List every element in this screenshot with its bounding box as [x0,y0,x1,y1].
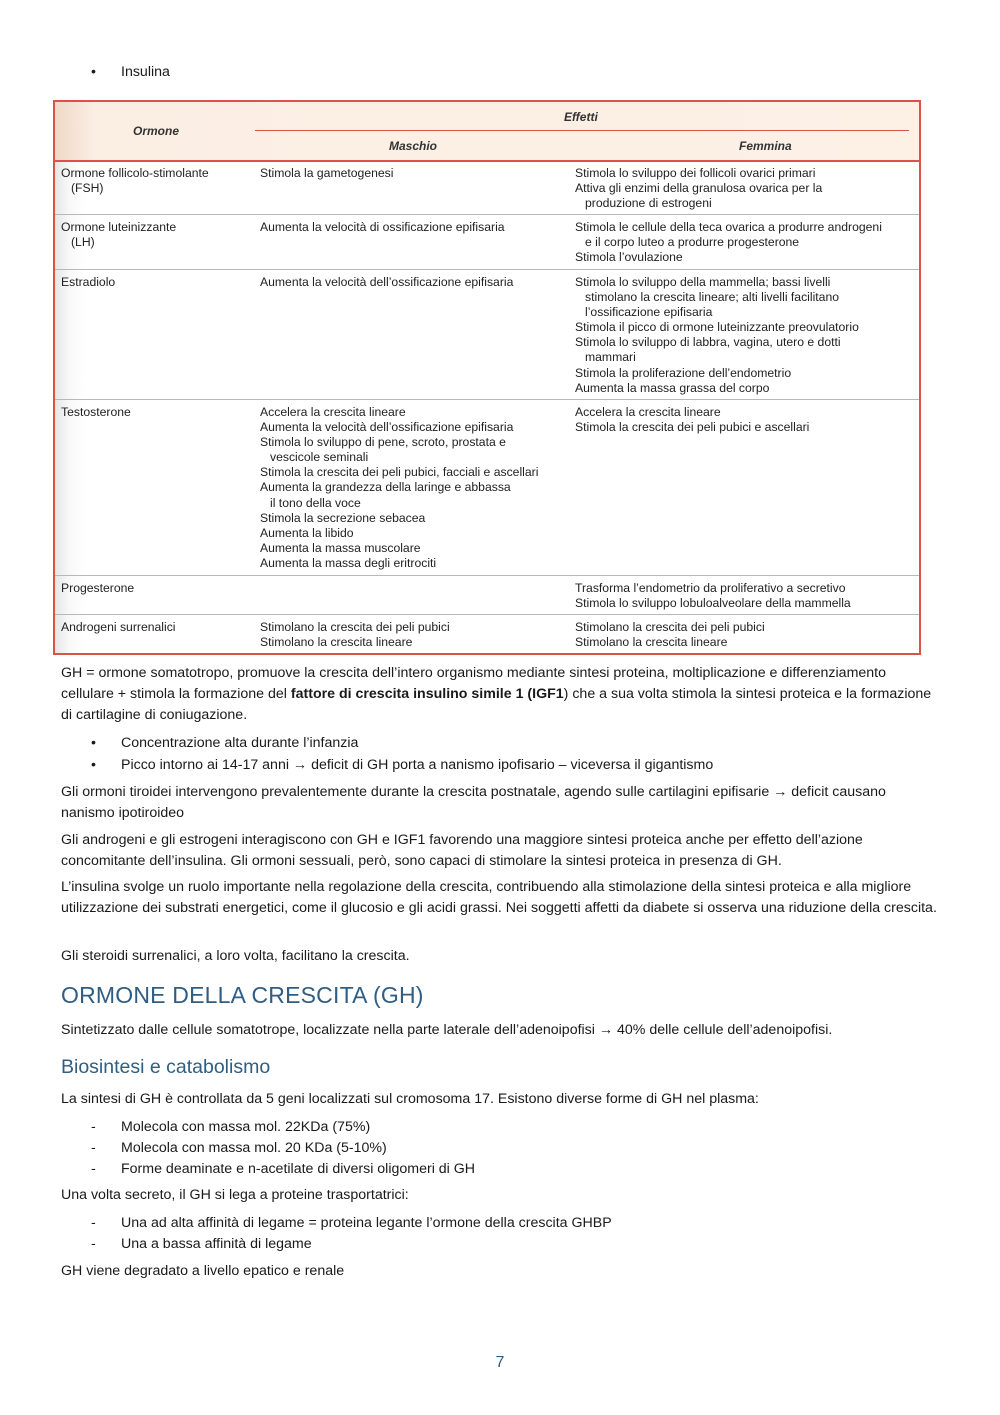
cell-line: Stimolano la crescita lineare [575,635,728,650]
cell-line: Stimola lo sviluppo della mammella; bassi livelli [575,275,831,289]
row-divider [55,575,919,576]
cell-ormone [61,620,176,635]
cell-line: Progesterone [61,581,135,595]
cell-line: Stimola lo sviluppo di pene, scroto, prostata e [260,435,506,450]
cell-line: Stimola lo sviluppo di labbra, vagina, utero e dotti [575,335,841,350]
cell-line: e il corpo luteo a produrre progesterone [585,235,800,250]
paragraph: L’insulina svolge un ruolo importante nella regolazione della crescita, contribuendo alla stimolazione della sintesi proteica e alla migliore utilizzazione dei substrati energetici, come il glucosio e gli acidi grassi. Nei soggetti affetti da diabete si osserva una riduzione della crescita. [61,879,937,916]
cell-line: Stimolano la crescita lineare [260,635,413,650]
row-divider [55,269,919,270]
cell-line: produzione di estrogeni [585,196,712,211]
cell-line: Aumenta la velocità dell’ossificazione epifisaria [260,420,514,435]
cell-line: Stimola lo sviluppo lobuloalveolare della mammella [575,596,851,611]
list-item-text: Molecola con massa mol. 20 KDa (5-10%) [121,1140,387,1156]
paragraph: Sintetizzato dalle cellule somatotrope, localizzate nella parte laterale dell’adenoipofisi → 40% delle cellule dell’adenoipofisi. [61,1022,833,1038]
list-item-text: Una a bassa affinità di legame [121,1236,312,1252]
cell-line: Estradiolo [61,275,116,289]
cell-femmina [575,581,851,611]
header-effetti: Effetti [564,110,598,124]
cell-line: Ormone luteinizzante [61,220,177,234]
cell-femmina [575,166,822,211]
gh-paragraph [61,663,941,725]
dash-marker: - [91,1140,96,1156]
cell-line: (FSH) [71,181,104,196]
list-item-text: Forme deaminate e n-acetilate di diversi oligomeri di GH [121,1161,476,1177]
cell-femmina [575,620,765,650]
dash-marker: - [91,1119,96,1135]
bullet-marker: • [91,735,96,751]
gh-text-part2: ) che a sua volta stimola la sintesi proteica e la formazione di cartilagine di coniugazione. [61,685,932,723]
dash-marker: - [91,1236,96,1252]
gh-text-part1: GH = ormone somatotropo, promuove la crescita dell’intero organismo mediante sintesi proteina, moltiplicazione e differenziamento cellulare + stimola la formazione del [61,665,887,702]
cell-line: Aumenta la velocità dell’ossificazione epifisaria [260,275,514,289]
cell-ormone [61,166,209,196]
header-ormone: Ormone [133,124,180,138]
cell-ormone [61,275,115,290]
cell-line: Stimolano la crescita dei peli pubici [260,620,450,634]
cell-femmina [575,275,859,396]
cell-line: Stimola la crescita dei peli pubici, facciali e ascellari [260,465,539,480]
cell-line: mammari [585,350,636,365]
cell-line: Stimola la proliferazione dell’endometrio [575,365,792,380]
header-rule [255,130,909,131]
cell-maschio [260,166,393,181]
paragraph: Gli ormoni tiroidei intervengono prevalentemente durante la crescita postnatale, agendo sulle cartilagini epifisarie → deficit causano nanismo ipotiroideo [61,784,886,821]
cell-maschio [260,405,538,571]
list-item-text: Concentrazione alta durante l’infanzia [121,735,359,751]
subsection-heading: Biosintesi e catabolismo [61,1056,271,1078]
cell-line: Stimola la gametogenesi [260,166,394,180]
cell-ormone [61,405,131,420]
paragraph: GH viene degradato a livello epatico e renale [61,1263,345,1279]
cell-line: l’ossificazione epifisaria [585,305,713,320]
cell-maschio [260,275,513,290]
cell-line: Attiva gli enzimi della granulosa ovarica per la [575,181,823,196]
cell-line: vescicole seminali [270,450,369,465]
dash-marker: - [91,1215,96,1231]
cell-line: Stimola il picco di ormone luteinizzante preovulatorio [575,320,859,335]
cell-line: Aumenta la libido [260,525,354,540]
gh-text-bold: fattore di crescita insulino simile 1 (IGF1 [290,685,564,702]
cell-ormone [61,581,134,596]
cell-line: Accelera la crescita lineare [260,405,406,419]
list-item-text: Picco intorno ai 14-17 anni → deficit di GH porta a nanismo ipofisario – viceversa il gigantismo [121,757,714,773]
page-number: 7 [495,1354,505,1371]
cell-line: Stimolano la crescita dei peli pubici [575,620,765,634]
cell-line: Stimola la secrezione sebacea [260,510,426,525]
hormone-effects-table [53,100,921,655]
paragraph: Gli steroidi surrenalici, a loro volta, facilitano la crescita. [61,948,410,964]
list-item-text: Molecola con massa mol. 22KDa (75%) [121,1119,371,1135]
bullet-marker: • [91,757,96,773]
cell-line: Stimola lo sviluppo dei follicoli ovarici primari [575,166,816,180]
cell-line: Aumenta la massa degli eritrociti [260,555,437,570]
row-divider [55,614,919,615]
paragraph: Una volta secreto, il GH si lega a proteine trasportatrici: [61,1187,409,1203]
cell-line: Androgeni surrenalici [61,620,176,634]
cell-femmina [575,405,809,435]
list-item-text: Insulina [121,64,170,80]
cell-line: Stimola la crescita dei peli pubici e ascellari [575,420,810,435]
cell-line: Aumenta la grandezza della laringe e abbassa [260,480,511,495]
list-item-text: Una ad alta affinità di legame = proteina legante l’ormone della crescita GHBP [121,1215,612,1231]
section-heading: ORMONE DELLA CRESCITA (GH) [61,982,424,1008]
dash-marker: - [91,1161,96,1177]
cell-line: Aumenta la massa muscolare [260,540,421,555]
cell-femmina [575,220,882,265]
header-maschio: Maschio [389,139,438,153]
row-divider [55,399,919,400]
cell-line: stimolano la crescita lineare; alti livelli facilitano [585,290,840,305]
row-divider [55,214,919,215]
cell-ormone [61,220,176,250]
cell-line: Testosterone [61,405,131,419]
cell-maschio [260,220,505,235]
cell-line: Accelera la crescita lineare [575,405,721,419]
cell-line: (LH) [71,235,95,250]
cell-line: Stimola l’ovulazione [575,250,683,265]
cell-line: il tono della voce [270,495,361,510]
cell-line: Aumenta la massa grassa del corpo [575,380,770,395]
cell-maschio [260,620,450,650]
cell-line: Trasforma l’endometrio da proliferativo a secretivo [575,581,846,595]
table-header [55,102,919,162]
cell-line: Aumenta la velocità di ossificazione epifisaria [260,220,505,234]
cell-line: Ormone follicolo-stimolante [61,166,209,180]
header-femmina: Femmina [739,139,792,153]
bullet-marker: • [91,64,96,80]
cell-line: Stimola le cellule della teca ovarica a produrre androgeni [575,220,882,234]
paragraph: La sintesi di GH è controllata da 5 geni localizzati sul cromosoma 17. Esistono diverse forme di GH nel plasma: [61,1091,759,1107]
paragraph: Gli androgeni e gli estrogeni interagiscono con GH e IGF1 favorendo una maggiore sintesi proteica anche per effetto dell’azione concomitante dell’insulina. Gli ormoni sessuali, però, sono capaci di stimolare la sintesi proteica in presenza di GH. [61,832,863,869]
